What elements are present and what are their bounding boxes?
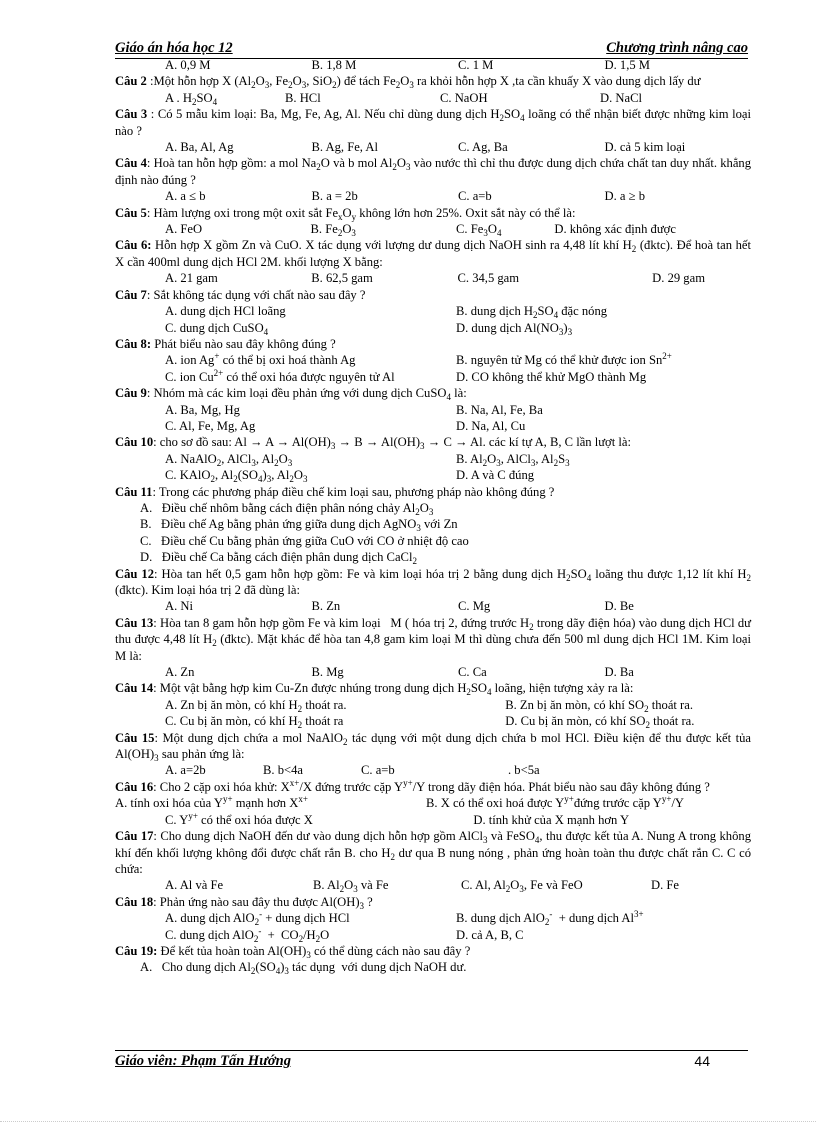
answer-option: D. 1,5 M — [604, 58, 650, 72]
answer-option: C. $Y^{y+}$ có thể oxi hóa được X — [165, 810, 313, 827]
answer-option: D. 29 gam — [652, 271, 705, 286]
question-stem: Câu 3 : Có 5 mẫu kim loại: Ba, Mg, Fe, Ag, Al. Nếu chỉ dùng dung dịch $H_2SO_4$ loãng có thể nhận biết được những kim loại nào ? — [115, 107, 751, 138]
answer-option: B. a = 2b — [311, 189, 358, 204]
answer-option: C. dung dịch CuSO$_4$ — [165, 320, 269, 337]
question-stem: Câu 7: Sắt không tác dụng với chất nào sau đây ? — [115, 287, 366, 302]
answer-option: A. 0,9 M — [165, 58, 211, 72]
question-stem: Câu 16: Cho 2 cặp oxi hóa khử: $X^{x+}/X$ đứng trước cặp $Y^{y+}/Y$ trong dãy điện hóa. Phát biểu nào sau đây không đúng ? — [115, 777, 710, 794]
question-stem: Câu 2 :Một hỗn hợp X ($Al_2O_3$, $Fe_2O_3$, SiO$_2$) để tách $Fe_2O_3$ ra khỏi hỗn hợp X ,ta cần khuấy X vào dung dịch lấy dư — [115, 74, 701, 91]
answer-option: A. tính oxi hóa của $Y^{y+}$ mạnh hơn $X^{x+}$ — [115, 794, 308, 811]
header-program: Chương trình nâng cao — [606, 40, 748, 56]
answer-option: A. NaAlO$_2$, AlCl$_3$, $Al_2O_3$ — [165, 451, 293, 468]
answer-option: D. a ≥ b — [604, 189, 645, 204]
answer-options-row — [115, 270, 751, 286]
answer-option: C. Mg — [458, 599, 491, 614]
answer-option: C. Cu bị ăn mòn, có khí $H_2$ thoát ra — [165, 714, 344, 731]
page-edge — [0, 1121, 816, 1122]
answer-options-row — [115, 697, 751, 713]
answer-options-row — [115, 762, 751, 778]
page-number: 44 — [694, 1053, 710, 1069]
answer-option: B. HCl — [285, 90, 321, 105]
question-stem: Câu 9: Nhóm mà các kim loại đều phản ứng với dung dịch CuSO$_4$ là: — [115, 386, 467, 403]
answer-option: A. Điều chế nhôm bằng cách điện phân nóng chảy $Al_2O_3$ — [140, 500, 434, 517]
answer-option: B. b<4a — [263, 763, 303, 778]
answer-options-row — [115, 500, 751, 516]
answer-option: B. $Al_2O_3$ và Fe — [313, 878, 389, 895]
answer-options-row — [115, 959, 751, 975]
answer-option: A. dung dịch AlO$_2$- + dung dịch HCl — [165, 909, 350, 928]
answer-option: A. dung dịch HCl loãng — [165, 304, 286, 319]
answer-option: A. ion Ag+ có thể bị oxi hoá thành Ag — [165, 351, 356, 368]
question-stem: Câu 13: Hòa tan 8 gam hỗn hợp gồm Fe và kim loại M ( hóa trị 2, đứng trước $H_2$ trong dãy điện hóa) vào dung dịch HCl dư thu được 4,48 lít $H_2$ (đktc). Mặt khác để hòa tan 4,8 gam kim loại M thì dùng chưa đến 500 ml dung dịch HCl 1M. Kim loại M là: — [115, 615, 751, 663]
answer-option: D. Na, Al, Cu — [456, 418, 526, 433]
answer-option: D. Cu bị ăn mòn, có khí $SO_2$ thoát ra. — [505, 714, 695, 731]
answer-option: A. Ba, Mg, Hg — [165, 402, 240, 417]
answer-option: B. $Fe_2O_3$ — [310, 222, 356, 239]
answer-option: D. cả 5 kim loại — [604, 140, 686, 155]
question-stem: Câu 15: Một dung dịch chứa a mol NaAlO$_2$ tác dụng với một dung dịch chứa b mol HCl. Điều kiện để thu được kết tủa $Al(OH)_3$ sau phản ứng là: — [115, 730, 751, 764]
answer-options-row — [115, 418, 751, 434]
answer-option: A. a ≤ b — [165, 189, 206, 204]
answer-option: C. KAlO$_2$, $Al_2(SO_4)_3$, $Al_2O_3$ — [165, 468, 308, 485]
answer-options-row — [115, 467, 751, 483]
answer-options-row — [115, 877, 751, 893]
answer-options-row — [115, 664, 751, 680]
answer-option: B. Mg — [311, 665, 344, 680]
answer-option: A. Cho dung dịch $Al_2(SO_4)_3$ tác dụng với dung dịch NaOH dư. — [140, 960, 467, 977]
answer-option: A. Ni — [165, 599, 193, 614]
answer-options-row — [115, 188, 751, 204]
question-stem: Câu 10: cho sơ đồ sau: $Al \to A \to Al(OH)_3 \to B \to Al(OH)_3 \to C \to Al$. các kí tự A, B, C lần lượt là: — [115, 435, 631, 452]
answer-options-row — [115, 598, 751, 614]
question-stem: Câu 19: Để kết tủa hoàn toàn $Al(OH)_3$ có thể dùng cách nào sau đây ? — [115, 943, 471, 960]
answer-options-row — [115, 57, 751, 73]
question-list — [115, 57, 751, 976]
answer-option: B. Điều chế Ag bằng phản ứng giữa dung dịch AgNO$_3$ với Zn — [140, 517, 458, 534]
answer-option: D. Ba — [604, 665, 634, 680]
answer-option: C. Al, $Al_2O_3$, Fe và FeO — [461, 878, 583, 895]
answer-option: D. Điều chế Ca bằng cách điện phân dung dịch CaCl$_2$ — [140, 550, 417, 567]
footer-teacher: Giáo viên: Phạm Tấn Hướng — [115, 1053, 291, 1069]
answer-option: C. 1 M — [458, 58, 494, 72]
answer-options-row — [115, 369, 751, 385]
answer-option: D. cả A, B, C — [456, 927, 524, 942]
question-stem: Câu 8: Phát biểu nào sau đây không đúng ? — [115, 336, 336, 351]
answer-option: C. Al, Fe, Mg, Ag — [165, 418, 256, 433]
answer-option: D. dung dịch $Al(NO_3)_3$ — [456, 320, 573, 337]
answer-options-row — [115, 90, 751, 106]
answer-option: C. a=b — [361, 763, 395, 778]
answer-option: D. Fe — [651, 878, 679, 893]
answer-option: B. 62,5 gam — [311, 271, 373, 286]
answer-options-row — [115, 910, 751, 926]
answer-option: D. Be — [604, 599, 634, 614]
answer-options-row — [115, 927, 751, 943]
answer-option: A. a=2b — [165, 763, 206, 778]
answer-option: C. a=b — [458, 189, 492, 204]
page-footer — [115, 1050, 748, 1073]
answer-option: B. 1,8 M — [311, 58, 357, 72]
answer-option: B. Ag, Fe, Al — [311, 140, 378, 155]
answer-option: B. dung dịch $H_2SO_4$ đặc nóng — [456, 304, 608, 321]
question-stem: Câu 5: Hàm lượng oxi trong một oxit sắt $Fe_xO_y$ không lớn hơn 25%. Oxit sắt này có thể là: — [115, 205, 576, 222]
answer-option: C. NaOH — [440, 90, 488, 105]
answer-options-row — [115, 812, 751, 828]
answer-option: C. $Fe_3O_4$ — [456, 222, 502, 239]
answer-options-row — [115, 516, 751, 532]
answer-option: A. Zn bị ăn mòn, có khí $H_2$ thoát ra. — [165, 697, 347, 714]
header-title: Giáo án hóa học 12 — [115, 40, 233, 56]
answer-option: B. dung dịch AlO$_2$- + dung dịch $Al^{3+}$ — [456, 909, 644, 928]
answer-options-row — [115, 451, 751, 467]
answer-option: A. Ba, Al, Ag — [165, 140, 234, 155]
answer-option: A. FeO — [165, 222, 203, 237]
answer-option: C. Ag, Ba — [458, 140, 508, 155]
answer-option: C. Điều chế Cu bằng phản ứng giữa CuO với CO ở nhiệt độ cao — [140, 533, 469, 548]
answer-option: . b<5a — [508, 763, 540, 778]
answer-option: B. X có thể oxi hoá được $Y^{y+}đứng$ trước cặp $Y^{y+}/Y$ — [426, 794, 685, 811]
answer-options-row — [115, 795, 751, 811]
question-stem: Câu 18: Phản ứng nào sau đây thu được $Al(OH)_3$ ? — [115, 894, 373, 911]
question-stem: Câu 17: Cho dung dịch NaOH đến dư vào dung dịch hỗn hợp gồm AlCl$_3$ và FeSO$_4$, thu được kết tủa A. Nung A trong không khí đến khối lượng không đổi được chất rắn B. cho $H_2$ dư qua B nung nóng , phản ứng hoàn toàn thu được chất rắn C. C có chứa: — [115, 829, 751, 876]
answer-option: B. Zn — [311, 599, 341, 614]
question-stem: Câu 12: Hòa tan hết 0,5 gam hỗn hợp gồm: Fe và kim loại hóa trị 2 bằng dung dịch $H_2SO_4$ loãng thu được 1,12 lít khí $H_2$ (đktc). Kim loại hóa trị 2 đã dùng là: — [115, 566, 751, 597]
question-stem: Câu 6: Hỗn hợp X gồm Zn và CuO. X tác dụng với lượng dư dung dịch NaOH sinh ra 4,48 lít khí $H_2$ (đktc). Để hoà tan hết X cần 400ml dung dịch HCl 2M. khối lượng X bằng: — [115, 238, 751, 269]
question-stem: Câu 4: Hoà tan hỗn hợp gồm: a mol $Na_2O$ và b mol $Al_2O_3$ vào nước thì chỉ thu được dung dịch chứa chất tan duy nhất. khẳng định nào đúng ? — [115, 156, 752, 187]
answer-options-row — [115, 320, 751, 336]
answer-option: A. 21 gam — [165, 271, 218, 286]
answer-option: D. NaCl — [600, 90, 642, 105]
answer-option: D. không xác định được — [554, 222, 676, 237]
answer-options-row — [115, 221, 751, 237]
answer-option: B. Na, Al, Fe, Ba — [456, 402, 543, 417]
answer-options-row — [115, 352, 751, 368]
answer-option: D. tính khử của X mạnh hơn Y — [473, 812, 630, 827]
answer-option: A. Zn — [165, 665, 195, 680]
answer-option: C. Ca — [458, 665, 487, 680]
answer-option: C. ion $Cu^{2+}$ có thể oxi hóa được nguyên tử Al — [165, 367, 395, 384]
answer-option: B. Zn bị ăn mòn, có khí $SO_2$ thoát ra. — [505, 697, 693, 714]
answer-option: D. CO không thể khử MgO thành Mg — [456, 369, 647, 384]
answer-option: A. Al và Fe — [165, 878, 224, 893]
answer-option: D. A và C đúng — [456, 468, 535, 483]
answer-option: A . $H_2SO_4$ — [165, 90, 218, 107]
answer-options-row — [115, 533, 751, 549]
answer-options-row — [115, 303, 751, 319]
answer-option: C. dung dịch $AlO_2^- + CO_2/H_2O$ — [165, 925, 330, 944]
question-stem: Câu 11: Trong các phương pháp điều chế kim loại sau, phương pháp nào không đúng ? — [115, 484, 555, 499]
answer-options-row — [115, 402, 751, 418]
answer-options-row — [115, 713, 751, 729]
answer-options-row — [115, 549, 751, 565]
question-stem: Câu 14: Một vật bằng hợp kim Cu-Zn được nhúng trong dung dịch $H_2SO_4$ loãng, hiện tượng xảy ra là: — [115, 681, 634, 698]
answer-options-row — [115, 139, 751, 155]
answer-option: B. $Al_2O_3$, AlCl$_3$, $Al_2S_3$ — [456, 451, 570, 468]
answer-option: C. 34,5 gam — [457, 271, 520, 286]
answer-option: B. nguyên tử Mg có thể khử được ion $Sn^{2+}$ — [456, 351, 672, 368]
